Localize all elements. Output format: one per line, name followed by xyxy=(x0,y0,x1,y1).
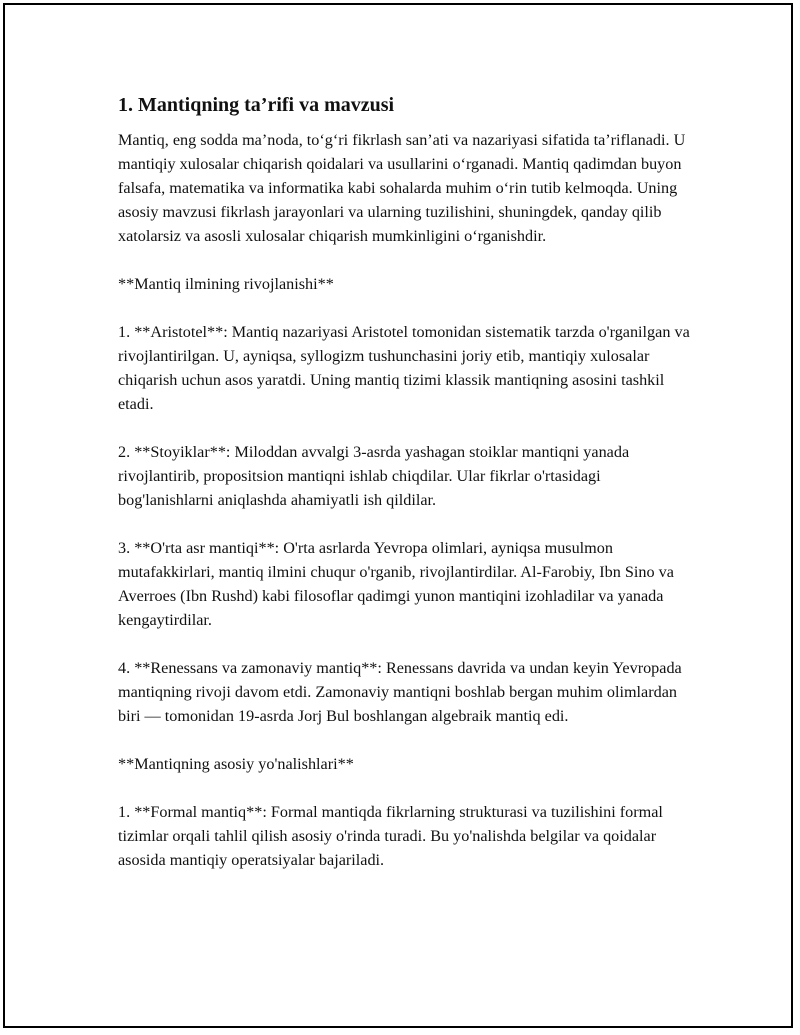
list-item-aristotel: 1. **Aristotel**: Mantiq nazariyasi Aristotel tomonidan sistematik tarzda o'rganilgan va rivojlantirilgan. U, ayniqsa, syllogizm tushunchasini joriy etib, mantiqiy xulosalar chiqarish uchun asos yaratdi. Uning mantiq tizimi klassik mantiqning asosini tashkil etadi. xyxy=(118,323,690,413)
section-heading-directions: **Mantiqning asosiy yo'nalishlari** xyxy=(118,755,354,773)
document-title: 1. Mantiqning ta’rifi va mavzusi xyxy=(118,94,395,116)
document-body xyxy=(118,92,698,896)
list-item-orta-asr: 3. **O'rta asr mantiqi**: O'rta asrlarda Yevropa olimlari, ayniqsa musulmon mutafakkirlari, mantiq ilmini chuqur o'rganib, rivojlantirdilar. Al-Farobiy, Ibn Sino va Averroes (Ibn Rushd) kabi filosoflar qadimgi yunon mantiqini izohladilar va yanada kengaytirdilar. xyxy=(118,539,674,629)
list-item-renessans: 4. **Renessans va zamonaviy mantiq**: Renessans davrida va undan keyin Yevropada mantiqning rivoji davom etdi. Zamonaviy mantiqni boshlab bergan muhim olimlardan biri — tomonidan 19-asrda Jorj Bul boshlangan algebraik mantiq edi. xyxy=(118,659,682,725)
list-item-stoyiklar: 2. **Stoyiklar**: Miloddan avvalgi 3-asrda yashagan stoiklar mantiqni yanada rivojlantirib, propositsion mantiqni ishlab chiqdilar. Ular fikrlar o'rtasidagi bog'lanishlarni aniqlashda ahamiyatli ish qildilar. xyxy=(118,443,630,509)
section-heading-development: **Mantiq ilmining rivojlanishi** xyxy=(118,275,334,293)
paragraph-intro: Mantiq, eng sodda ma’noda, to‘g‘ri fikrlash san’ati va nazariyasi sifatida ta’riflanadi. U mantiqiy xulosalar chiqarish qoidalari va usullarini o‘rganadi. Mantiq qadimdan buyon falsafa, matematika va informatika kabi sohalarda muhim o‘rin tutib kelmoqda. Uning asosiy mavzusi fikrlash jarayonlari va ularning tuzilishini, shuningdek, qanday qilib xatolarsiz va asosli xulosalar chiqarish mumkinligini o‘rganishdir. xyxy=(118,131,686,245)
list-item-formal-mantiq: 1. **Formal mantiq**: Formal mantiqda fikrlarning strukturasi va tuzilishini formal tizimlar orqali tahlil qilish asosiy o'rinda turadi. Bu yo'nalishda belgilar va qoidalar asosida mantiqiy operatsiyalar bajariladi. xyxy=(118,803,663,869)
